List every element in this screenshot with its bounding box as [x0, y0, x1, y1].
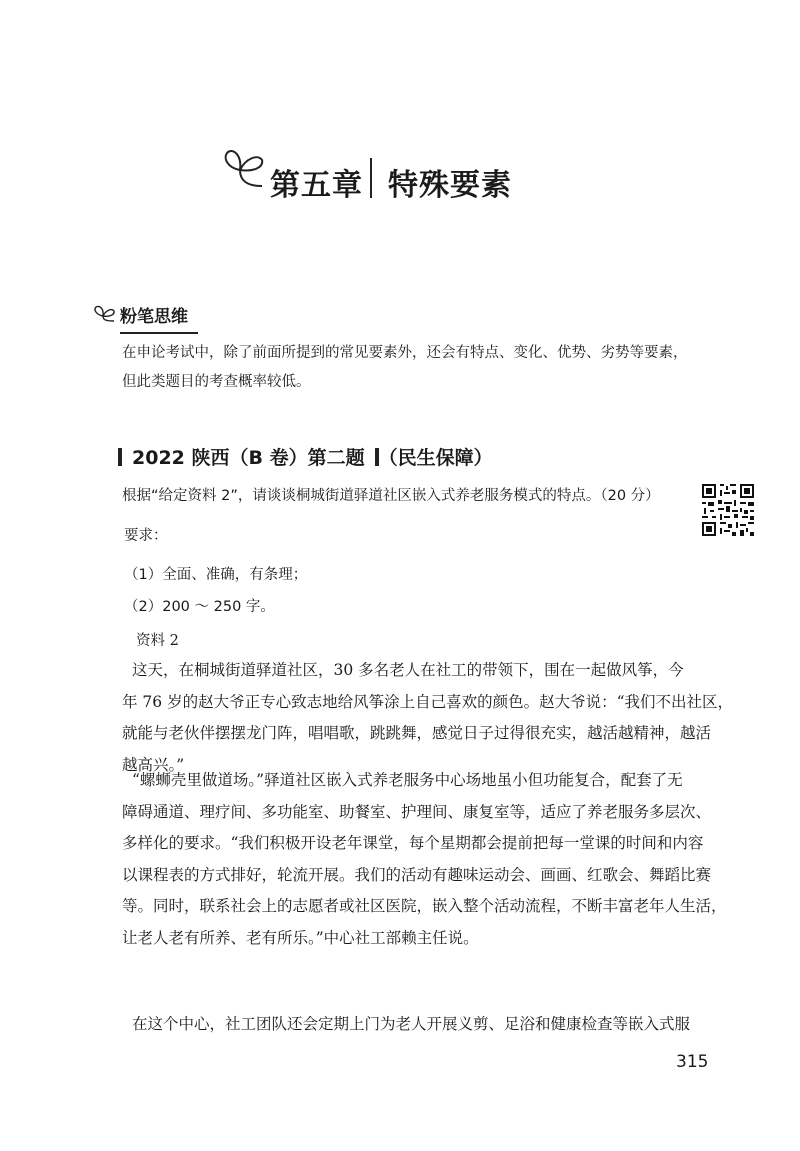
chapter-divider: [370, 158, 372, 198]
text-line: 等。同时，联系社会上的志愿者或社区医院，嵌入整个活动流程，不断丰富老年人生活，: [122, 897, 727, 915]
material-label: 资料 2: [136, 633, 179, 649]
material-paragraph: [122, 765, 727, 954]
question-text: 根据“给定资料 2”，请谈谈桐城街道驿道社区嵌入式养老服务模式的特点。（20 分）: [122, 488, 660, 504]
requirement-item: （2）200 ～ 250 字。: [124, 599, 275, 615]
material-paragraph: [122, 655, 734, 781]
text-line: 障碍通道、理疗间、多功能室、助餐室、护理间、康复室等，适应了养老服务多层次、: [122, 802, 712, 821]
sprout-leaf-icon: [92, 304, 116, 326]
intro-line: 在申论考试中，除了前面所提到的常见要素外，还会有特点、变化、优势、劣势等要素，: [122, 345, 688, 361]
text-line: 越高兴。”: [122, 755, 185, 774]
page-number: 315: [676, 1052, 709, 1072]
material-paragraph: [122, 1009, 712, 1041]
text-line: 在这个中心，社工团队还会定期上门为老人开展义剪、足浴和健康检查等嵌入式服: [132, 1015, 691, 1033]
chapter-number: 第五章: [270, 168, 363, 203]
text-line: 多样化的要求。“我们积极开设老年课堂，每个星期都会提前把每一堂课的时间和内容: [122, 834, 704, 852]
question-heading: [118, 444, 493, 472]
text-line: 这天，在桐城街道驿道社区，30 多名老人在社工的带领下，围在一起做风筝，今: [132, 661, 684, 679]
requirement-item: （1）全面、准确，有条理；: [124, 567, 308, 583]
question-tag: （民生保障）: [378, 447, 493, 469]
text-line: “螺蛳壳里做道场。”驿道社区嵌入式养老服务中心场地虽小但功能复合，配套了无: [132, 771, 683, 789]
text-line: 以课程表的方式排好，轮流开展。我们的活动有趣味运动会、画画、红歌会、舞蹈比赛: [122, 865, 712, 884]
requirements-label: 要求：: [124, 528, 168, 544]
sprout-leaf-icon: [218, 146, 266, 198]
qr-code-icon[interactable]: [700, 482, 756, 538]
intro-line: 但此类题目的考查概率较低。: [122, 374, 311, 390]
question-title: 2022 陕西（B 卷）第二题: [132, 447, 365, 469]
heading-bar: [118, 448, 122, 466]
chapter-heading: [218, 146, 538, 206]
text-line: 就能与老伙伴摆摆龙门阵，唱唱歌，跳跳舞，感觉日子过得很充实，越活越精神，越活: [122, 724, 712, 742]
chapter-name: 特殊要素: [388, 168, 512, 203]
section-label: 粉笔思维: [120, 302, 198, 334]
text-line: 年 76 岁的赵大爷正专心致志地给风筝涂上自己喜欢的颜色。赵大爷说：“我们不出社区，: [122, 692, 734, 711]
intro-paragraph: [122, 339, 688, 397]
text-line: 让老人老有所养、老有所乐。”中心社工部赖主任说。: [122, 928, 479, 947]
